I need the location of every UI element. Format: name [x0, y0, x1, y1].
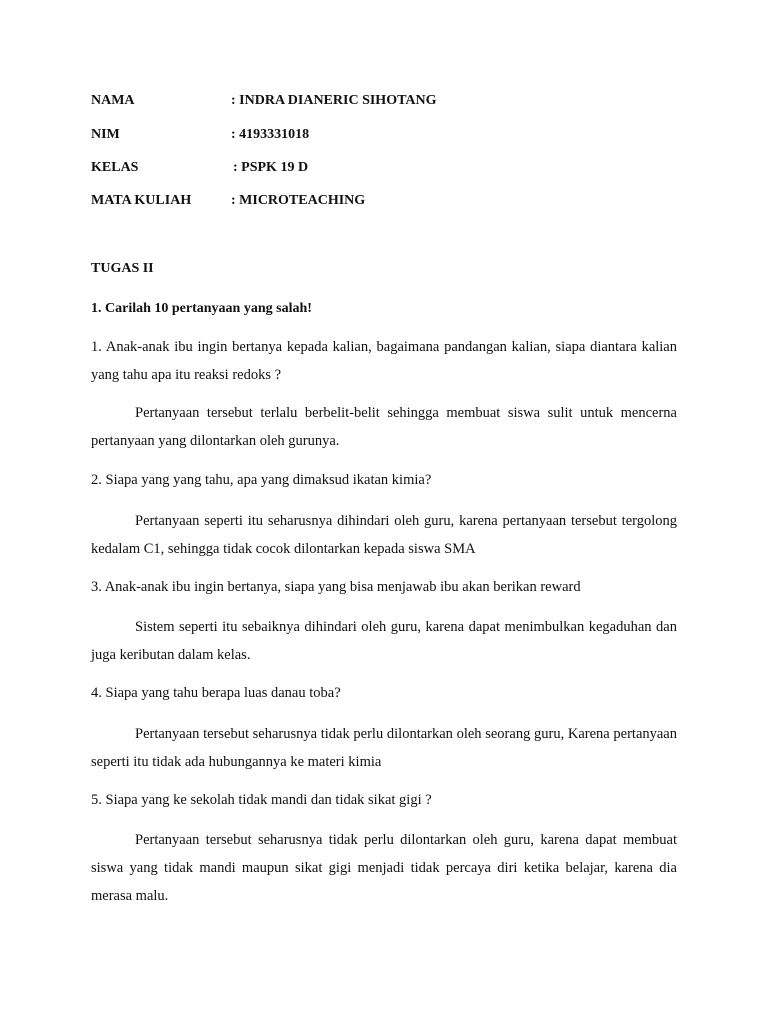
explanation-2: Pertanyaan seperti itu seharusnya dihindari oleh guru, karena pertanyaan tersebut tergolong kedalam C1, sehingga tidak cocok dilontarkan kepada siswa SMA: [91, 513, 677, 557]
nama-label: NAMA: [91, 93, 135, 108]
explanation-1: Pertanyaan tersebut terlalu berbelit-belit sehingga membuat siswa sulit untuk mencerna pertanyaan yang dilontarkan oleh gurunya.: [91, 405, 677, 449]
question-1: 1. Anak-anak ibu ingin bertanya kepada kalian, bagaimana pandangan kalian, siapa diantara kalian yang tahu apa itu reaksi redoks ?: [91, 339, 677, 383]
question-4: 4. Siapa yang tahu berapa luas danau toba?: [91, 685, 341, 701]
question-5: 5. Siapa yang ke sekolah tidak mandi dan tidak sikat gigi ?: [91, 792, 432, 808]
question-3: 3. Anak-anak ibu ingin bertanya, siapa yang bisa menjawab ibu akan berikan reward: [91, 579, 581, 595]
kelas-value: : PSPK 19 D: [233, 160, 309, 175]
question-2: 2. Siapa yang yang tahu, apa yang dimaksud ikatan kimia?: [91, 472, 432, 488]
explanation-3: Sistem seperti itu sebaiknya dihindari oleh guru, karena dapat menimbulkan kegaduhan dan juga keributan dalam kelas.: [91, 619, 677, 663]
explanation-4: Pertanyaan tersebut seharusnya tidak perlu dilontarkan oleh seorang guru, Karena pertanyaan seperti itu tidak ada hubungannya ke materi kimia: [91, 726, 677, 770]
mata-kuliah-label: MATA KULIAH: [91, 193, 192, 208]
task-heading: 1. Carilah 10 pertanyaan yang salah!: [91, 301, 312, 316]
nim-value: : 4193331018: [231, 127, 310, 142]
nim-label: NIM: [91, 127, 120, 142]
assignment-title: TUGAS II: [91, 261, 154, 276]
nama-value: : INDRA DIANERIC SIHOTANG: [231, 93, 437, 108]
kelas-label: KELAS: [91, 160, 139, 175]
mata-kuliah-value: : MICROTEACHING: [231, 193, 366, 208]
explanation-5: Pertanyaan tersebut seharusnya tidak perlu dilontarkan oleh guru, karena dapat membuat siswa yang tidak mandi maupun sikat gigi menjadi tidak percaya diri ketika belajar, karena dia merasa malu.: [91, 832, 677, 904]
